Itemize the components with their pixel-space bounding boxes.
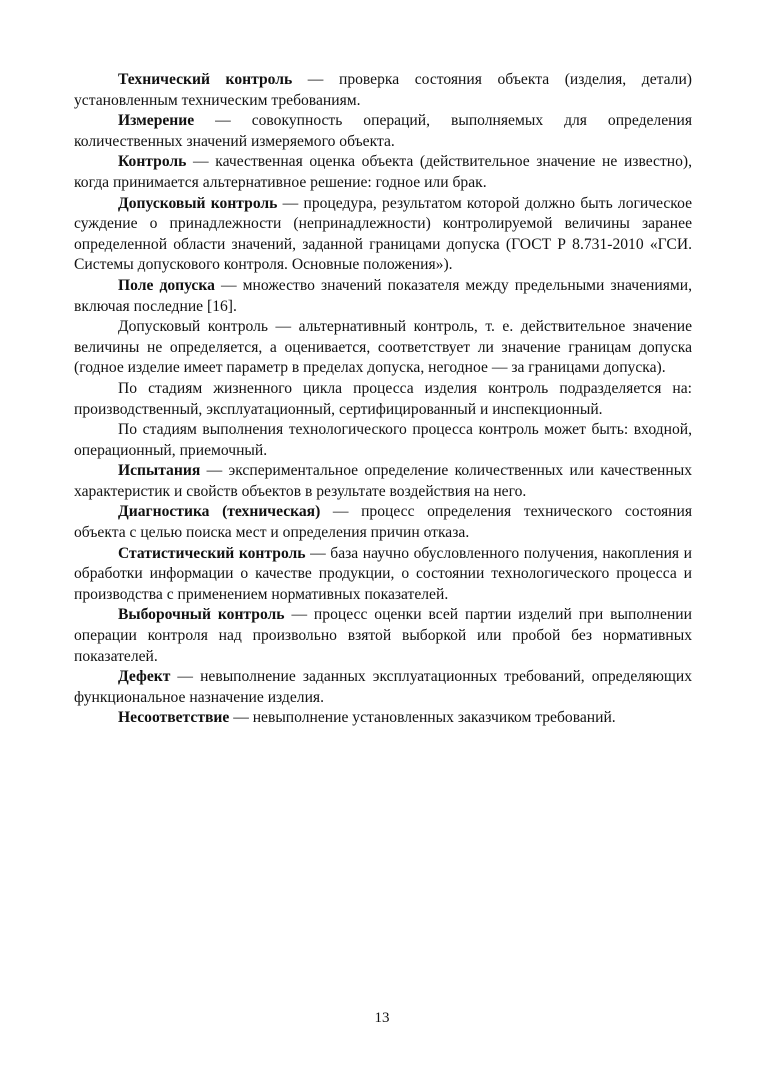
paragraph-tolerance-field (74, 276, 692, 317)
document-page (74, 70, 692, 729)
paragraph-diagnostics (74, 502, 692, 543)
paragraph-nonconformity (74, 708, 692, 729)
term: Поле допуска (118, 276, 215, 294)
definition: — невыполнение заданных эксплуатационных требований, определяющих функциональное назначение изделия. (74, 668, 692, 706)
term: Допусковый контроль (118, 194, 278, 212)
body-text: По стадиям выполнения технологического процесса контроль может быть: входной, операционный, приемочный. (74, 421, 692, 459)
term: Диагностика (техническая) (118, 503, 321, 521)
paragraph-process-stages (74, 420, 692, 461)
definition: — проверка состояния объекта (изделия, детали) установленным техническим требованиям. (74, 71, 692, 109)
definition: — совокупность операций, выполняемых для определения количественных значений измеряемого объекта. (74, 112, 692, 150)
paragraph-sampling-control (74, 605, 692, 667)
term: Измерение (118, 112, 195, 130)
term: Выборочный контроль (118, 606, 285, 624)
definition: — процедура, результатом которой должно быть логическое суждение о принадлежности (непринадлежности) контролируемой величины заранее определенной области значений, заданной границами допуска (ГОСТ Р 8.731-2010 «ГСИ. Системы допускового контроля. Основные положения»). (74, 194, 692, 274)
body-text: Допусковый контроль — альтернативный контроль, т. е. действительное значение величины не определяется, а оценивается, соответствует ли значение границам допуска (годное изделие имеет параметр в пределах допуска, негодное — за границами допуска). (74, 318, 692, 377)
term: Несоответствие (118, 709, 230, 727)
term: Контроль (118, 153, 187, 171)
term: Дефект (118, 668, 171, 686)
paragraph-technical-control (74, 70, 692, 111)
definition: — невыполнение установленных заказчиком требований. (229, 709, 616, 727)
term: Технический контроль (118, 71, 293, 88)
paragraph-measurement (74, 111, 692, 152)
term: Статистический контроль (118, 544, 306, 562)
paragraph-tolerance-control (74, 194, 692, 276)
page-number: 13 (374, 1010, 390, 1026)
definition: — множество значений показателя между предельными значениями, включая последние [16]. (74, 276, 692, 315)
body-text: По стадиям жизненного цикла процесса изделия контроль подразделяется на: производственный, эксплуатационный, сертифицированный и инспекционный. (74, 379, 692, 418)
paragraph-alternative-control (74, 317, 692, 379)
paragraph-testing (74, 461, 692, 502)
definition: — экспериментальное определение количественных или качественных характеристик и свойств объектов в результате воздействия на него. (74, 462, 692, 500)
definition: — качественная оценка объекта (действительное значение не известно), когда принимается альтернативное решение: годное или брак. (74, 153, 692, 191)
paragraph-defect (74, 667, 692, 708)
term: Испытания (118, 462, 201, 480)
paragraph-control (74, 152, 692, 193)
definition: — база научно обусловленного получения, накопления и обработки информации о качестве продукции, о состоянии технологического процесса и производства с применением нормативных показателей. (74, 544, 692, 603)
paragraph-statistical-control (74, 544, 692, 606)
definition: — процесс оценки всей партии изделий при выполнении операции контроля над произвольно взятой выборкой или пробой без нормативных показателей. (74, 606, 692, 665)
paragraph-lifecycle-stages (74, 379, 692, 420)
definition: — процесс определения технического состояния объекта с целью поиска мест и определения причин отказа. (74, 503, 692, 542)
